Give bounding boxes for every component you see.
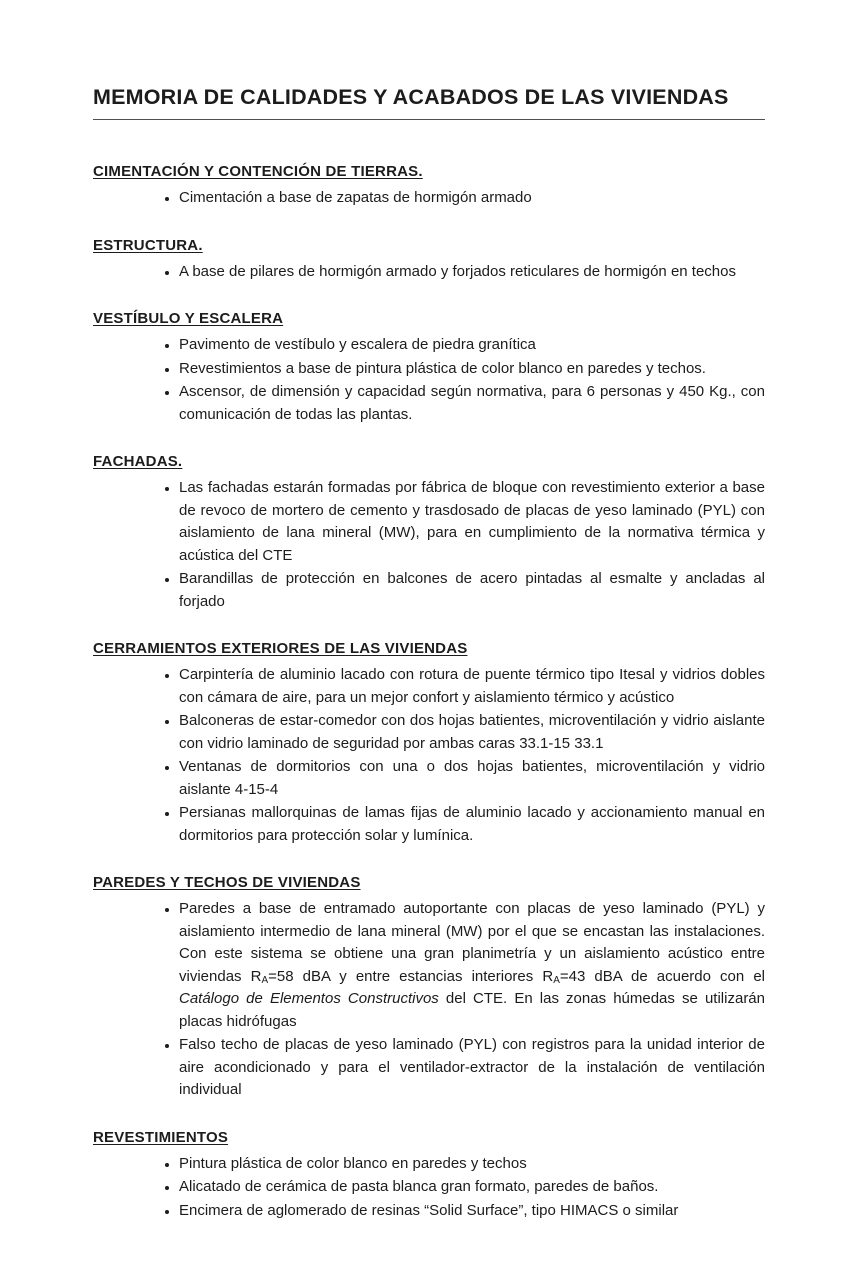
text-segment: Encimera de aglomerado de resinas “Solid Surface”, tipo HIMACS o similar [179,1201,679,1219]
text-segment: Falso techo de placas de yeso laminado (PYL) con registros para la unidad interior de aire acondicionado y para el ventilador-extractor de la instalación de ventilación individual [179,1036,765,1098]
bullet-item [179,1176,765,1199]
text-segment: Revestimientos a base de pintura plástica de color blanco en paredes y techos. [179,359,706,377]
text-segment: del CTE. En las zonas húmedas se utilizarán placas hidrófugas [179,990,765,1030]
text-segment: =43 dBA de acuerdo con el [559,967,765,985]
document-title: MEMORIA DE CALIDADES Y ACABADOS DE LAS VIVIENDAS [93,84,765,120]
bullet-item [179,334,765,357]
text-segment: =58 dBA y entre estancias interiores R [268,967,554,985]
section [93,163,765,210]
bullet-item [179,187,765,210]
text-segment: Ascensor, de dimensión y capacidad según normativa, para 6 personas y 450 Kg., con comunicación de todas las plantas. [179,383,765,423]
bullet-list [93,664,765,847]
italic-text: Catálogo de Elementos Constructivos [179,990,439,1007]
bullet-item [179,1153,765,1176]
text-segment: Cimentación a base de zapatas de hormigón armado [179,189,532,206]
section [93,874,765,1102]
text-segment: Las fachadas estarán formadas por fábrica de bloque con revestimiento exterior a base de revoco de mortero de cemento y trasdosado de placas de yeso laminado (PYL) con aislamiento de lana mineral (MW), para en cumplimiento de la normativa térmica y acústica del CTE [179,479,765,564]
section-heading: CERRAMIENTOS EXTERIORES DE LAS VIVIENDAS [93,640,468,657]
section [93,640,765,847]
subscript-text: A [261,974,269,986]
text-segment: Alicatado de cerámica de pasta blanca gran formato, paredes de baños. [179,1178,659,1195]
text-segment: Carpintería de aluminio lacado con rotura de puente térmico tipo Itesal y vidrios dobles con cámara de aire, para un mejor confort y aislamiento térmico y acústico [179,666,765,706]
bullet-list [93,898,765,1102]
section-heading: REVESTIMIENTOS [93,1128,229,1146]
text-segment: Balconeras de estar-comedor con dos hojas batientes, microventilación y vidrio aislante con vidrio laminado de seguridad por ambas caras 33.1-15 33.1 [179,712,765,752]
bullet-item [179,261,765,284]
section-heading: FACHADAS. [93,453,183,470]
bullet-item [179,898,765,1033]
bullet-item [179,664,765,709]
text-segment: Pintura plástica de color blanco en paredes y techos [179,1154,527,1172]
bullet-list [93,1153,765,1223]
bullet-list [93,187,765,210]
text-segment: Ventanas de dormitorios con una o dos hojas batientes, microventilación y vidrio aislante 4-15-4 [179,758,765,798]
text-segment: Persianas mallorquinas de lamas fijas de aluminio lacado y accionamiento manual en dormitorios para protección solar y lumínica. [179,804,765,844]
bullet-item [179,358,765,381]
text-segment: Barandillas de protección en balcones de acero pintadas al esmalte y ancladas al forjado [179,570,765,610]
section-heading: CIMENTACIÓN Y CONTENCIÓN DE TIERRAS. [93,163,423,180]
section-heading: VESTÍBULO Y ESCALERA [93,310,284,327]
bullet-list [93,477,765,613]
section [93,310,765,426]
section [93,1129,765,1223]
text-segment: Pavimento de vestíbulo y escalera de piedra granítica [179,336,536,353]
bullet-list [93,334,765,426]
section-heading: PAREDES Y TECHOS DE VIVIENDAS [93,874,361,891]
bullet-item [179,710,765,755]
bullet-item [179,381,765,426]
bullet-item [179,756,765,801]
section [93,237,765,284]
text-segment: Paredes a base de entramado autoportante con placas de yeso laminado (PYL) y aislamiento intermedio de lana mineral (MW) por el que se encastan las instalaciones. Con este sistema se obtiene una gran planimetría y un aislamiento acústico entre viviendas R [179,900,765,985]
sections-container [93,163,765,1222]
text-segment: A base de pilares de hormigón armado y forjados reticulares de hormigón en techos [179,262,736,280]
subscript-text: A [553,974,560,986]
bullet-item [179,1034,765,1102]
bullet-item [179,1200,765,1223]
section-heading: ESTRUCTURA. [93,236,203,254]
bullet-list [93,261,765,284]
bullet-item [179,477,765,567]
bullet-item [179,568,765,613]
bullet-item [179,802,765,847]
section [93,453,765,613]
